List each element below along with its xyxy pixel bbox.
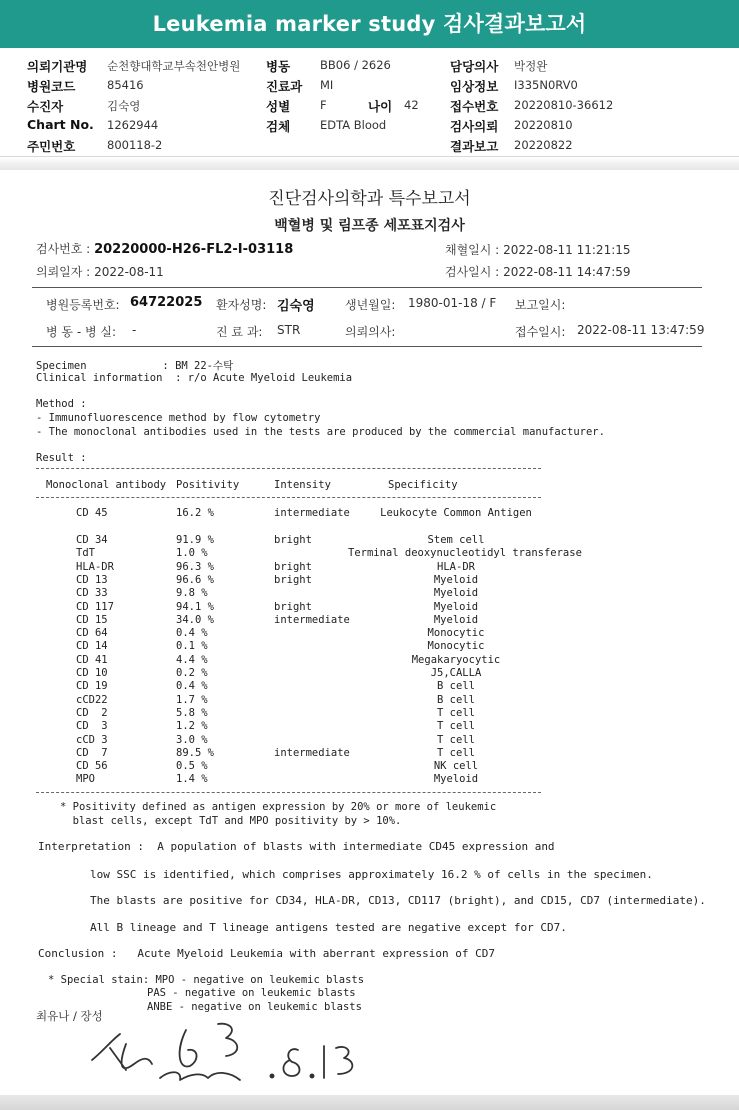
cell-positivity: 9.8 % [176,587,208,600]
footnote-line-2: blast cells, except TdT and MPO positivity by > 10%. [60,815,402,827]
cell-antibody: cCD22 [76,693,108,706]
table-row [0,574,739,587]
cell-antibody: CD 45 [76,507,108,519]
method-line-2: - The monoclonal antibodies used in the tests are produced by the commercial manufacturer. [36,426,605,438]
table-row [0,614,739,627]
cell-specificity: T cell [437,706,475,719]
doctor-label: 담당의사 [450,59,499,74]
table-row [0,720,739,733]
hospital-label: 의뢰기관명 [27,59,88,74]
dept-value: MI [320,78,334,92]
cell-positivity: 96.3 % [176,560,214,573]
ward-room-label: 병 동 - 병 실: [46,325,116,339]
cell-antibody: CD 117 [76,600,114,613]
handwritten-signature [90,1020,370,1090]
table-row-cd45 [0,507,739,520]
cell-positivity: 0.5 % [176,760,208,773]
cell-antibody: CD 19 [76,680,108,693]
footnote-line-1: * Positivity defined as antigen expression by 20% or more of leukemic [60,801,497,813]
cell-positivity: 89.5 % [176,746,214,759]
report-title: 진단검사의학과 특수보고서 [268,189,471,209]
col-intensity: Intensity [274,479,331,491]
cell-positivity: 1.0 % [176,547,208,560]
receipt-label: 접수번호 [450,99,499,114]
reg-no-value: 64722025 [130,295,203,310]
cell-antibody: HLA-DR [76,560,114,573]
interpretation-line-1: Interpretation : A population of blasts with intermediate CD45 expression and [38,840,555,853]
cell-antibody: CD 34 [76,534,108,546]
special-stain-2: PAS - negative on leukemic blasts [147,987,356,999]
dept-label: 진료과 [266,79,303,94]
request-label: 검사의뢰 [450,119,499,134]
table-row [0,561,739,574]
table-header [0,479,739,492]
table-row [0,694,739,707]
report-title-bar: Leukemia marker study 검사결과보고서 [0,0,739,48]
cell-intensity: bright [274,534,312,546]
bottom-edge [0,1095,739,1110]
cell-intensity: intermediate [274,507,350,519]
request-value: 20220810 [514,118,573,132]
dept-value-2: STR [277,323,301,337]
table-row [0,534,739,547]
doctor-value: 박정완 [514,59,548,73]
conclusion: Conclusion : Acute Myeloid Leukemia with aberrant expression of CD7 [38,947,495,960]
age-label: 나이 [368,99,393,114]
cell-antibody: CD 56 [76,760,108,773]
report-date-label: 결과보고 [450,139,499,154]
code-label: 병원코드 [27,79,76,94]
cell-intensity: intermediate [274,746,350,759]
report-subtitle: 백혈병 및 림프종 세포표지검사 [274,218,465,234]
specimen-label: 검체 [266,119,291,134]
cell-antibody: CD 33 [76,587,108,600]
test-number: 검사번호 : 20220000-H26-FL2-I-03118 [36,242,294,257]
interpretation-line-4: All B lineage and T lineage antigens tested are negative except for CD7. [90,921,567,934]
cell-positivity: 1.2 % [176,720,208,733]
cell-intensity: bright [274,600,312,613]
report-day-label: 보고일시: [515,298,566,312]
rrn-label: 주민번호 [27,139,76,154]
ref-doctor-label: 의뢰의사: [345,325,396,339]
cell-antibody: CD 14 [76,640,108,653]
table-row [0,707,739,720]
interpretation-line-3: The blasts are positive for CD34, HLA-DR, CD13, CD117 (bright), and CD15, CD7 (intermediate). [90,894,706,907]
cell-specificity: Monocytic [427,640,485,653]
chart-label: Chart No. [27,117,94,132]
table-row [0,773,739,786]
cell-specificity: T cell [437,746,475,759]
request-date: 의뢰일자 : 2022-08-11 [36,265,164,279]
patient-info-header [0,55,739,155]
cell-antibody: CD 7 [76,746,108,759]
col-specificity: Specificity [388,479,458,491]
table-rule-top [36,468,541,469]
table-row [0,734,739,747]
test-datetime: 검사일시 : 2022-08-11 14:47:59 [445,265,631,279]
cell-specificity: T cell [437,733,475,746]
cell-specificity: Stem cell [427,534,485,546]
code-value: 85416 [107,78,144,92]
specimen-value: EDTA Blood [320,118,387,132]
cell-positivity: 91.9 % [176,534,214,546]
cell-positivity: 96.6 % [176,573,214,586]
cell-specificity: Myeloid [433,600,479,613]
cell-specificity: Leukocyte Common Antigen [380,507,532,519]
cell-positivity: 3.0 % [176,733,208,746]
cell-specificity: B cell [437,693,475,706]
pt-name-value: 김숙영 [277,299,315,314]
method-line-1: - Immunofluorescence method by flow cytometry [36,412,321,424]
cell-specificity: HLA-DR [437,560,475,573]
collect-datetime: 채혈일시 : 2022-08-11 11:21:15 [445,243,631,257]
signer-names: 최유나 / 장성 [36,1009,103,1023]
report-date-value: 20220822 [514,138,573,152]
result-title: Result : [36,452,87,464]
cell-antibody: CD 2 [76,706,108,719]
patient-table-bottom-line [32,346,702,347]
patient-value: 김숙영 [107,99,141,113]
cell-intensity: intermediate [274,613,350,626]
table-rule-bottom [36,792,541,793]
cell-specificity: Monocytic [427,627,485,640]
cell-antibody: CD 10 [76,667,108,679]
cell-antibody: TdT [76,547,95,560]
table-row [0,627,739,640]
cell-specificity: Myeloid [433,773,479,786]
cell-specificity: Myeloid [433,573,479,586]
birth-value: 1980-01-18 / F [408,296,497,310]
accept-label: 접수일시: [515,325,566,339]
ward-label: 병동 [266,59,291,74]
hospital-value: 순천향대학교부속천안병원 [107,59,241,73]
cell-intensity: bright [274,573,312,586]
table-row [0,680,739,693]
interpretation-line-2: low SSC is identified, which comprises approximately 16.2 % of cells in the specimen. [90,868,653,881]
accept-value: 2022-08-11 13:47:59 [577,323,705,337]
cell-specificity: J5,CALLA [430,667,482,679]
method-title: Method : [36,398,87,410]
table-row [0,601,739,614]
cell-antibody: CD 15 [76,613,108,626]
clinical-label: 임상정보 [450,79,499,94]
patient-table-top-line [32,287,702,288]
cell-positivity: 1.4 % [176,773,208,786]
reg-no-label: 병원등록번호: [46,298,120,312]
cell-intensity: bright [274,560,312,573]
cell-positivity: 1.7 % [176,693,208,706]
dept-label-2: 진 료 과: [216,325,263,339]
clinical-line: Clinical information : r/o Acute Myeloid Leukemia [36,372,353,384]
cell-positivity: 0.2 % [176,667,208,679]
patient-label: 수진자 [27,99,64,114]
clinical-value: I335N0RV0 [514,78,578,92]
chart-value: 1262944 [107,118,159,132]
table-row [0,640,739,653]
cell-positivity: 0.4 % [176,627,208,640]
cell-antibody: CD 13 [76,573,108,586]
cell-specificity: Myeloid [433,613,479,626]
receipt-value: 20220810-36612 [514,98,614,112]
cell-positivity: 94.1 % [176,600,214,613]
rrn-value: 800118-2 [107,138,163,152]
cell-positivity: 5.8 % [176,706,208,719]
cell-antibody: cCD 3 [76,733,108,746]
table-rule-header [36,497,541,498]
col-antibody: Monoclonal antibody [46,479,167,491]
section-divider [0,156,739,170]
special-report [0,170,739,1095]
special-stain-3: ANBE - negative on leukemic blasts [147,1001,362,1013]
sex-value: F [320,98,327,112]
cell-specificity: Myeloid [433,587,479,600]
cell-positivity: 0.4 % [176,680,208,693]
cell-positivity: 4.4 % [176,653,208,666]
cell-antibody: CD 41 [76,653,108,666]
cell-positivity: 0.1 % [176,640,208,653]
cell-antibody: MPO [76,773,95,786]
table-row [0,587,739,600]
cell-specificity: Megakaryocytic [411,653,501,666]
col-positivity: Positivity [176,479,240,491]
cell-specificity: B cell [437,680,475,693]
specimen-line: Specimen : BM 22-수탁 [36,360,234,372]
table-row [0,654,739,667]
special-stain-1: * Special stain: MPO - negative on leukemic blasts [48,974,365,986]
age-value: 42 [404,98,419,112]
cell-antibody: CD 64 [76,627,108,640]
cell-positivity: 16.2 % [176,507,214,519]
table-row [0,760,739,773]
cell-positivity: 34.0 % [176,613,214,626]
table-row [0,667,739,680]
cell-specificity: NK cell [433,760,479,773]
table-row [0,547,739,560]
sex-label: 성별 [266,99,291,114]
ward-value: BB06 / 2626 [320,58,391,72]
table-row [0,747,739,760]
ward-room-value: - [132,323,137,337]
pt-name-label: 환자성명: [216,298,267,312]
cell-specificity: Terminal deoxynucleotidyl transferase [348,547,582,560]
birth-label: 생년월일: [345,298,396,312]
cell-antibody: CD 3 [76,720,108,733]
cell-specificity: T cell [437,720,475,733]
